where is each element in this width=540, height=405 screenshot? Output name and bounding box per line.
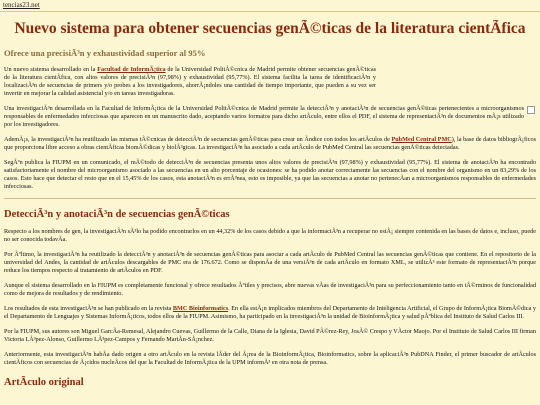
paragraph-6: Por Ãºltimo, la investigaciÃ³n ha reutilizado la detecciÃ³n y anotaciÃ³n de secuencias genÃ©ticas para asociar a cada artÃculo de PubMed Central las secuencias genÃ©ticas que contiene. En el repositorio de la universidad del Andes, la cantidad de artÃculos descargables de PMC era de 176.672. Como se disponÃa de una versiÃ³n de cada artÃculo en formato XML, se utilizÃ³ este formato de representaciÃ³n porque reduce los tiempos respecto al tratamiento de artÃculos en PDF.	[4, 251, 536, 274]
paragraph-10: Anteriormente, esta investigaciÃ³n habÃa dado origen a otro artÃculo en la revista lÃder del Ã¡rea de la BioinformÃ¡tica, Bioinformatics, sobre la aplicaciÃ³n PubDNA Finder, el primer buscador de artÃculos cientÃficos con secuencias de Ã¡cidos nucleÃcos del que la Facultad de InformÃ¡tica de la UPM informÃ³ en otra nota de prensa.	[4, 351, 536, 366]
paragraph-1: Un nuevo sistema desarrollado en la Facultad de InformÃ¡tica de la Universidad PolitÃ©cnica de Madrid permite obtener secuencias genÃ©ticas de la literatura cientÃfica, con altos valores de precisiÃ³n (97,98%) y exhaustividad (95,77%). El sistema facilita la tarea de identificaciÃ³n y localizaciÃ³n de secuencias de primers y/o probes a los investigadores, ahorrÃ¡ndoles una cantidad de tiempo importante, que pueden a su vez ser invertir en mejorar la calidad asistencial y/o en tareas investigadoras.	[4, 66, 536, 98]
divider	[4, 198, 536, 199]
link-pubmed-central[interactable]: PubMed Central PMC	[391, 136, 452, 143]
paragraph-4: SegÃºn publica la FIUPM en un comunicado, el mÃ©todo de detecciÃ³n de secuencias presenta unos altos valores de precisiÃ³n (97,98%) y exhaustividad (95,77%). El sistema de anotaciÃ³n ha encontrado satisfactoriamente el nombre del microorganismo asociado a las secuencias en un alto porcentaje de ocasiones: se ha podido anotar correctamente las secuencias con el nombre del organismo en un 83,29% de los casos. Esto hace que detectar el resto que en el 15,45% de los casos, esta anotaciÃ³n es errÃ³nea, esto es imposible, ya que las secuencias a anotar no pertenecÃan a microorganismos responsables de enfermedades infecciosas.	[4, 159, 536, 190]
link-bmc-bioinformatics[interactable]: BMC Bioinformatics	[172, 305, 229, 312]
paragraph-3: AdemÃ¡s, la investigaciÃ³n ha reutilizado las mismas tÃ©cnicas de detecciÃ³n de secuencias genÃ©ticas para crear un Ãndice con todos los artÃculos de PubMed Central PMC), la base de datos bibliogrÃ¡ficos que proporciona libre acceso a obras cientÃficas biomÃ©dicas y biolÃ³gicas. La investigaciÃ³n ha asociado a cada artÃculo de PubMed Central las secuencias genÃ©ticas detectadas.	[4, 136, 536, 151]
image-area	[376, 66, 536, 98]
paragraph-8: Los resultados de esta investigaciÃ³n se han publicado en la revista BMC Bioinformatics. En ella estÃ¡n implicados miembros del Departamento de Inteligencia Artificial, el Grupo de InformÃ¡tica BiomÃ©dica y el Departamento de Lenguajes y Sistemas InformÃ¡ticos, todos ellos de la FIUPM. Asimismo, ha participado en la investigaciÃ³n la unidad de BioinformÃ¡tica y salud pÃºblica del Instituto de Salud Carlos III.	[4, 305, 536, 320]
section-heading-articulo-original: ArtÃculo original	[4, 377, 84, 388]
paragraph-2: Una investigaciÃ³n desarrollada en la Facultad de InformÃ¡tica de la Universidad PolitÃ©cnica de Madrid permite la detecciÃ³n y anotaciÃ³n de secuencias genÃ©ticas pertenecientes a microorganismos responsables de enfermedades infecciosas que aparecen en un manuscrito dado, aceptando varios formatos para dicho artÃculo, entre ellos el PDF, el sistema de representaciÃ³n de documentos mÃ¡s utilizado por los investigadores.	[4, 105, 536, 129]
paragraph-5: Respecto a los nombres de gen, la investigaciÃ³n sÃ³lo ha podido encontrarlos en un 44,32% de los casos debido a que la informaciÃ³n a recuperar no estÃ¡ siempre contenida en las bases de datos e, incluso, puede no ser conocida todavÃa.	[4, 228, 536, 243]
link-facultad-informatica[interactable]: Facultad de InformÃ¡tica	[97, 66, 166, 73]
site-link[interactable]: tencias23.net	[3, 1, 40, 9]
section-heading-deteccion: DetecciÃ³n y anotaciÃ³n de secuencias genÃ©ticas	[4, 209, 230, 220]
paragraph-7: Aunque el sistema desarrollado en la FIUPM es completamente funcional y ofrece resultados Ãºtiles y precisos, abre nuevas vÃas de investigaciÃ³n para su perfeccionamiento tanto en tÃ©rminos de funcionalidad como de mejora de resultados y de rendimiento.	[4, 282, 536, 297]
page-title: Nuevo sistema para obtener secuencias genÃ©ticas de la literatura cientÃfica	[14, 20, 526, 37]
top-bar	[0, 0, 540, 12]
article	[4, 12, 536, 396]
broken-image-icon	[527, 106, 535, 114]
paragraph-9: Por la FIUPM, sus autores son Miguel GarcÃa-Remesal, Alejandro Cuevas, Guillermo de la Calle, Diana de la Iglesia, David PÃ©rez-Rey, JosÃ© Crespo y VÃctor Maojo. Por el Instituto de Salud Carlos III firman Victoria LÃ³pez-Alonso, Guillermo LÃ³pez-Campos y Fernando MartÃn-SÃ¡nchez.	[4, 328, 536, 343]
article-subtitle: Ofrece una precisiÃ³n y exhaustividad superior al 95%	[4, 48, 206, 58]
